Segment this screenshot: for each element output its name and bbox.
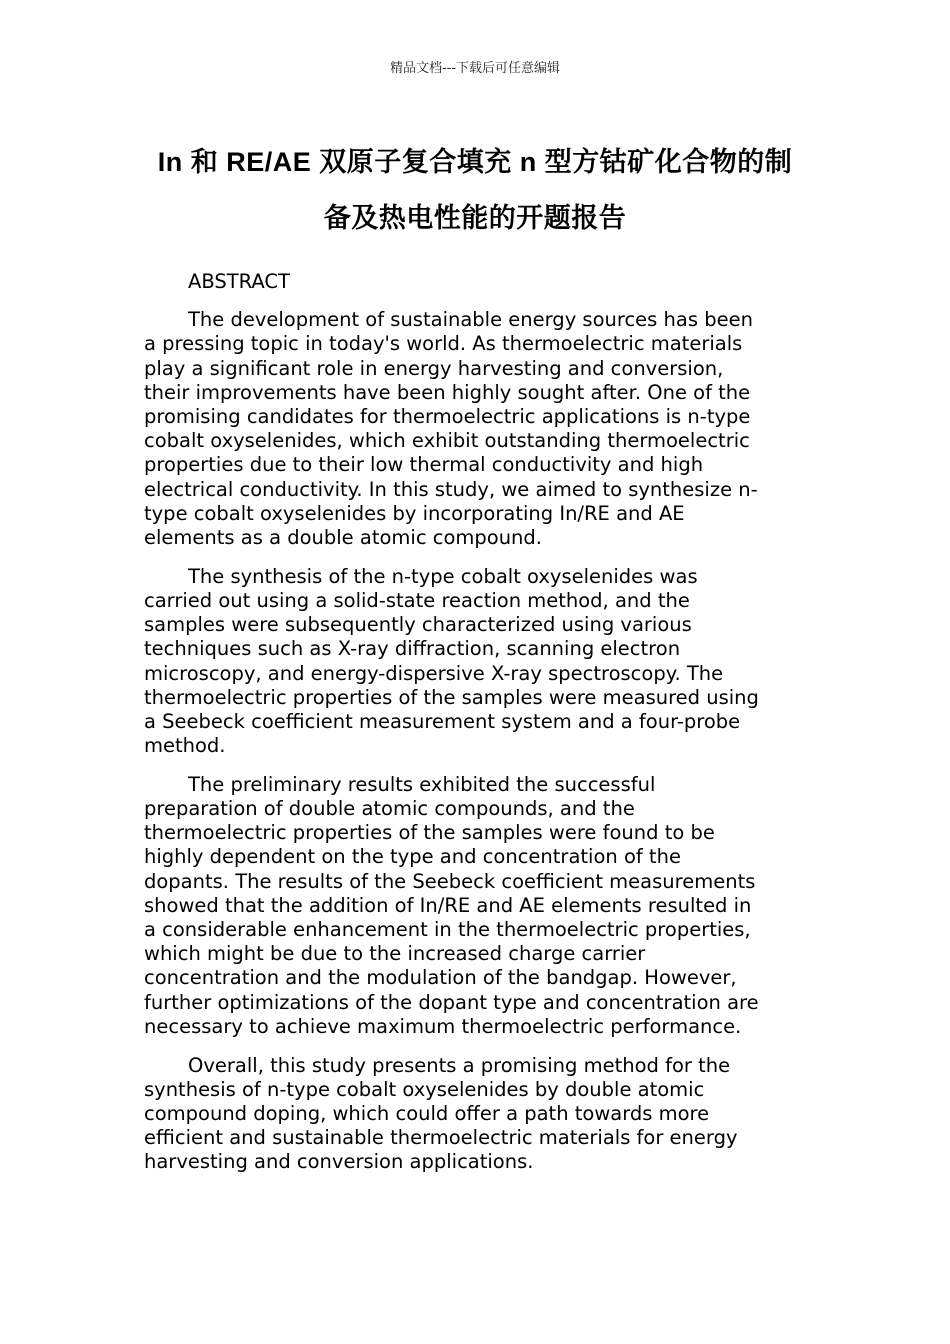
text-line: preparation of double atomic compounds, and the (144, 797, 635, 821)
text-line: The preliminary results exhibited the successful (188, 772, 656, 796)
page-header: 精品文档---下载后可任意编辑 (389, 61, 561, 76)
text-line: concentration and the modulation of the bandgap. However, (144, 966, 737, 990)
text-line: showed that the addition of In/RE and AE elements resulted in (144, 893, 752, 917)
paragraph (144, 1054, 814, 1175)
text-line: efficient and sustainable thermoelectric materials for energy (144, 1126, 738, 1150)
document-title-line-1: In 和 RE/AE 双原子复合填充 n 型方钴矿化合物的制 (157, 147, 793, 177)
text-line: carried out using a solid-state reaction method, and the (144, 588, 690, 612)
text-line: harvesting and conversion applications. (144, 1150, 534, 1174)
document-title-line-2: 备及热电性能的开题报告 (323, 203, 627, 233)
text-line: type cobalt oxyselenides by incorporating In/RE and AE (144, 501, 685, 525)
text-line: microscopy, and energy-dispersive X-ray spectroscopy. The (144, 661, 724, 685)
text-line: elements as a double atomic compound. (144, 526, 542, 550)
text-line: samples were subsequently characterized using various (144, 613, 692, 637)
text-line: highly dependent on the type and concentration of the (144, 845, 681, 869)
text-line: electrical conductivity. In this study, we aimed to synthesize n- (144, 477, 758, 501)
text-line: method. (144, 734, 226, 758)
text-line: The development of sustainable energy sources has been (188, 308, 753, 332)
text-line: thermoelectric properties of the samples were measured using (144, 685, 759, 709)
text-line: synthesis of n-type cobalt oxyselenides by double atomic (144, 1077, 705, 1101)
text-line: properties due to their low thermal conductivity and high (144, 453, 704, 477)
text-line: dopants. The results of the Seebeck coefficient measurements (144, 869, 756, 893)
text-line: The synthesis of the n-type cobalt oxyselenides was (188, 564, 698, 588)
document-body (144, 270, 814, 1189)
abstract-paragraphs (144, 308, 814, 1174)
text-line: thermoelectric properties of the samples were found to be (144, 821, 715, 845)
text-line: Overall, this study presents a promising method for the (188, 1053, 731, 1077)
text-line: necessary to achieve maximum thermoelectric performance. (144, 1014, 742, 1038)
text-line: further optimizations of the dopant type and concentration are (144, 990, 759, 1014)
text-line: which might be due to the increased charge carrier (144, 942, 646, 966)
text-line: a pressing topic in today's world. As thermoelectric materials (144, 332, 743, 356)
text-line: techniques such as X-ray diffraction, scanning electron (144, 637, 681, 661)
text-line: their improvements have been highly sought after. One of the (144, 380, 751, 404)
text-line: a Seebeck coefficient measurement system and a four-probe (144, 709, 741, 733)
text-line: promising candidates for thermoelectric applications is n-type (144, 405, 751, 429)
abstract-heading: ABSTRACT (188, 270, 290, 293)
paragraph (144, 308, 814, 550)
text-line: compound doping, which could offer a path towards more (144, 1102, 710, 1125)
text-line: play a significant role in energy harvesting and conversion, (144, 356, 724, 380)
paragraph (144, 565, 814, 759)
paragraph (144, 773, 814, 1039)
text-line: a considerable enhancement in the thermoelectric properties, (144, 918, 751, 942)
text-line: cobalt oxyselenides, which exhibit outstanding thermoelectric (144, 429, 750, 453)
